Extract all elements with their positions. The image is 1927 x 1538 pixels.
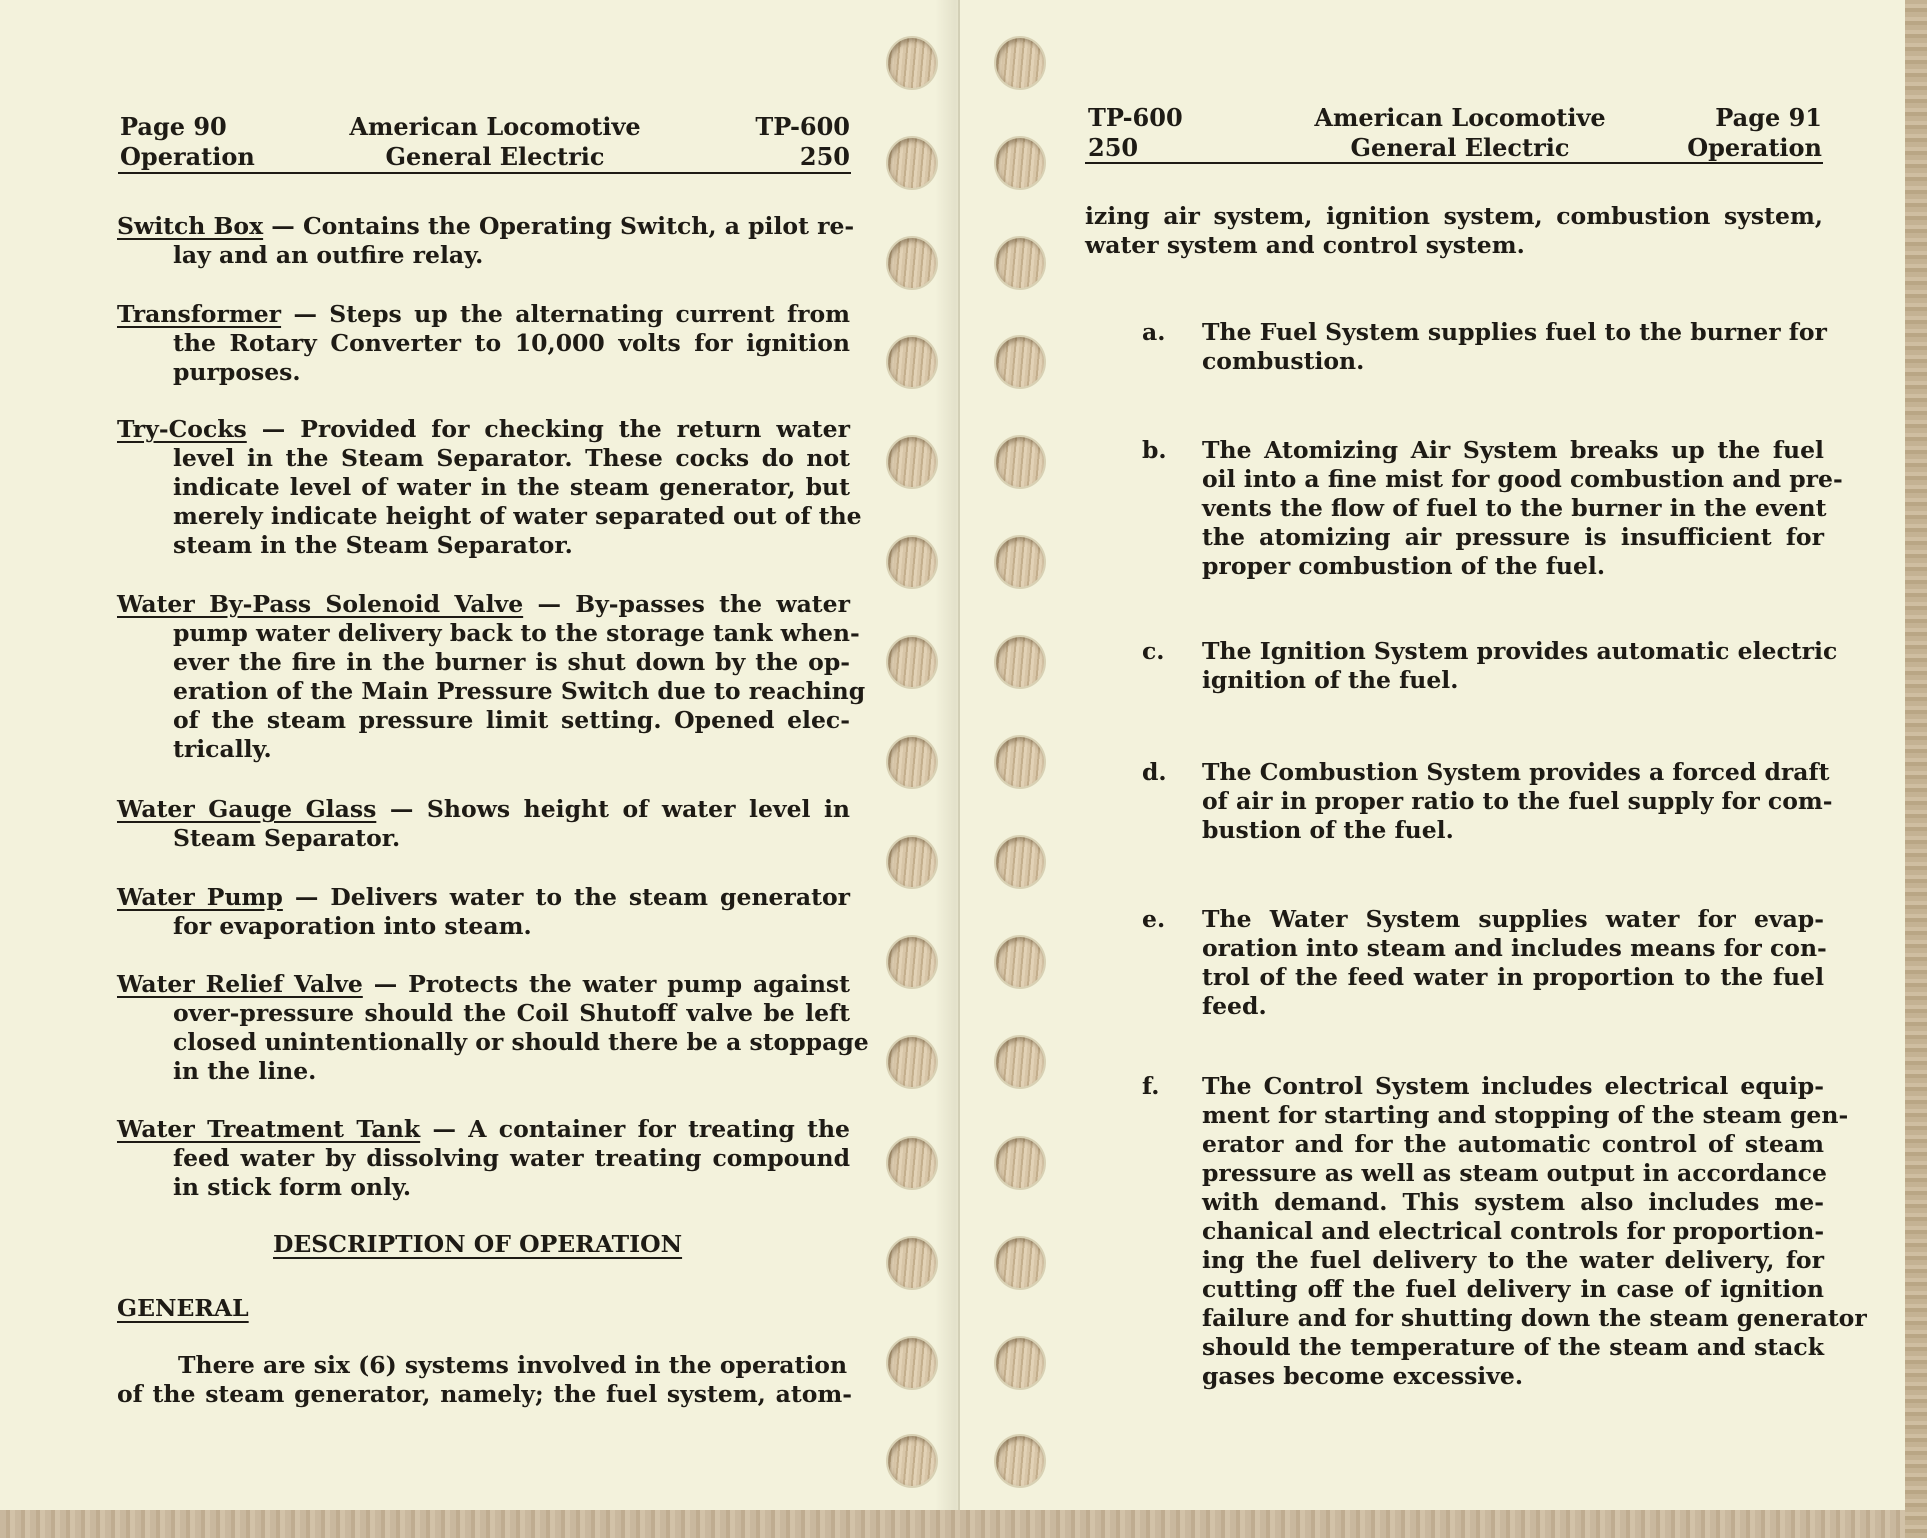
glossary-definition-line: steam in the Steam Separator. xyxy=(173,531,573,559)
glossary-term: Water Pump xyxy=(117,883,283,911)
glossary-entry xyxy=(117,1115,850,1202)
glossary-definition-line: pump water delivery back to the storage tank when- xyxy=(173,619,860,647)
glossary-term: Try-Cocks xyxy=(117,415,247,443)
general-paragraph-line1: There are six (6) systems involved in the operation xyxy=(178,1351,848,1379)
binding-hole xyxy=(888,637,936,687)
glossary-definition-line: eration of the Main Pressure Switch due to reaching xyxy=(173,677,866,705)
right-company-line2: General Electric xyxy=(1350,133,1570,162)
system-item-line: The Fuel System supplies fuel to the burner for xyxy=(1202,318,1827,346)
glossary-entry xyxy=(117,795,850,853)
glossary-definition-start: — Contains the Operating Switch, a pilot re- xyxy=(263,212,855,240)
system-item-line: vents the flow of fuel to the burner in the event xyxy=(1202,494,1827,522)
glossary-entry xyxy=(117,300,850,387)
right-company-line1: American Locomotive xyxy=(1314,103,1606,132)
system-item-line: ing the fuel delivery to the water delivery, for xyxy=(1202,1246,1824,1274)
system-item xyxy=(1142,436,1843,581)
system-item-line: trol of the feed water in proportion to the fuel xyxy=(1202,963,1824,991)
binding-hole xyxy=(996,1338,1044,1388)
glossary-definition-line: Steam Separator. xyxy=(173,824,401,852)
binding-hole xyxy=(996,337,1044,387)
glossary-term: Water Gauge Glass xyxy=(117,795,377,823)
glossary-definition-line: lay and an outfire relay. xyxy=(173,241,484,269)
binding-hole xyxy=(888,1338,936,1388)
glossary-definition-line: level in the Steam Separator. These cocks do not xyxy=(173,444,850,472)
background-edge xyxy=(1905,0,1927,1538)
glossary-definition-line: indicate level of water in the steam generator, but xyxy=(173,473,850,501)
glossary-term: Transformer xyxy=(117,300,282,328)
glossary-term: Water Relief Valve xyxy=(117,970,363,998)
binding-hole xyxy=(996,1138,1044,1188)
right-doc-id: TP-600 xyxy=(1088,103,1183,132)
left-page xyxy=(0,0,955,1510)
system-item xyxy=(1142,1072,1867,1391)
glossary-definition-line: the Rotary Converter to 10,000 volts for ignition xyxy=(173,329,850,357)
binding-hole xyxy=(996,1238,1044,1288)
system-item-line: cutting off the fuel delivery in case of ignition xyxy=(1202,1275,1824,1303)
system-item-line: failure and for shutting down the steam generator xyxy=(1202,1304,1867,1332)
system-item-label: e. xyxy=(1142,905,1166,933)
binding-hole xyxy=(996,1037,1044,1087)
glossary-definition-line: for evaporation into steam. xyxy=(173,912,532,940)
system-item-line: The Atomizing Air System breaks up the fuel xyxy=(1202,436,1824,464)
system-item-line: The Ignition System provides automatic electric xyxy=(1202,637,1838,665)
glossary-definition-line: of the steam pressure limit setting. Opened elec- xyxy=(173,706,850,734)
binding-hole xyxy=(888,437,936,487)
system-item-line: with demand. This system also includes me- xyxy=(1202,1188,1824,1216)
general-paragraph-line2: of the steam generator, namely; the fuel system, atom- xyxy=(117,1380,852,1408)
system-item-line: oration into steam and includes means for con- xyxy=(1202,934,1827,962)
right-page xyxy=(958,0,1927,1510)
glossary-definition-start: — By-passes the water xyxy=(523,590,850,618)
glossary-definition-start: — A container for treating the xyxy=(420,1115,850,1143)
system-item-label: d. xyxy=(1142,758,1167,786)
system-item-line: feed. xyxy=(1202,992,1267,1020)
binding-hole xyxy=(888,937,936,987)
system-item-line: proper combustion of the fuel. xyxy=(1202,552,1606,580)
glossary-definition-line: over-pressure should the Coil Shutoff valve be left xyxy=(173,999,850,1027)
binding-hole xyxy=(996,937,1044,987)
left-doc-id: TP-600 xyxy=(755,112,850,141)
right-page-number: Page 91 xyxy=(1715,103,1822,132)
left-doc-number: 250 xyxy=(799,142,850,171)
background-surface xyxy=(0,1510,1927,1538)
system-item-line: ment for starting and stopping of the steam gen- xyxy=(1202,1101,1849,1129)
right-doc-number: 250 xyxy=(1088,133,1139,162)
glossary-term: Water By-Pass Solenoid Valve xyxy=(117,590,524,618)
glossary-entry xyxy=(117,883,850,941)
system-item-line: oil into a fine mist for good combustion and pre- xyxy=(1202,465,1843,493)
system-item-line: should the temperature of the steam and stack xyxy=(1202,1333,1824,1361)
binding-hole xyxy=(888,1238,936,1288)
binding-hole xyxy=(888,1138,936,1188)
system-item-label: f. xyxy=(1142,1072,1160,1100)
system-item-line: the atomizing air pressure is insufficient for xyxy=(1202,523,1824,551)
binding-hole xyxy=(888,1436,936,1486)
glossary-definition-line: ever the fire in the burner is shut down by the op- xyxy=(173,648,850,676)
system-item-line: combustion. xyxy=(1202,347,1365,375)
glossary-entry xyxy=(117,212,855,270)
system-item xyxy=(1142,318,1827,376)
left-header-rule xyxy=(118,172,851,174)
left-page-number: Page 90 xyxy=(120,112,227,141)
system-item-line: bustion of the fuel. xyxy=(1202,816,1454,844)
binding-hole xyxy=(996,637,1044,687)
right-section-label: Operation xyxy=(1687,133,1822,162)
binding-hole xyxy=(996,138,1044,188)
glossary-term: Switch Box xyxy=(117,212,264,240)
binding-hole xyxy=(888,837,936,887)
right-header-rule xyxy=(1085,162,1823,164)
glossary-definition-line: purposes. xyxy=(173,358,301,386)
glossary-definition-line: in the line. xyxy=(173,1057,317,1085)
glossary-definition-start: — Provided for checking the return water xyxy=(246,415,850,443)
left-company-line1: American Locomotive xyxy=(349,112,641,141)
system-item xyxy=(1142,905,1827,1021)
binding-hole xyxy=(888,537,936,587)
binding-hole xyxy=(996,437,1044,487)
system-item-label: c. xyxy=(1142,637,1165,665)
binding-hole xyxy=(996,837,1044,887)
general-heading: GENERAL xyxy=(117,1294,249,1322)
glossary-term: Water Treatment Tank xyxy=(117,1115,421,1143)
left-company-line2: General Electric xyxy=(385,142,605,171)
system-item-line: chanical and electrical controls for proportion- xyxy=(1202,1217,1825,1245)
glossary-definition-start: — Delivers water to the steam generator xyxy=(282,883,851,911)
binding-hole xyxy=(888,1037,936,1087)
binding-hole xyxy=(996,238,1044,288)
binding-hole xyxy=(996,38,1044,88)
binding-hole xyxy=(996,537,1044,587)
glossary-entry xyxy=(117,415,862,560)
binding-hole xyxy=(888,38,936,88)
system-item-line: The Control System includes electrical equip- xyxy=(1202,1072,1824,1100)
description-of-operation-title: DESCRIPTION OF OPERATION xyxy=(273,1230,683,1258)
glossary-definition-start: — Steps up the alternating current from xyxy=(281,300,850,328)
system-item xyxy=(1142,637,1838,695)
glossary-definition-line: closed unintentionally or should there be a stoppage xyxy=(173,1028,869,1056)
glossary-entry xyxy=(117,590,866,764)
left-section-label: Operation xyxy=(120,142,255,171)
system-item xyxy=(1142,758,1833,845)
binding-hole xyxy=(996,737,1044,787)
system-item-line: pressure as well as steam output in accordance xyxy=(1202,1159,1827,1187)
system-item-line: ignition of the fuel. xyxy=(1202,666,1459,694)
system-item-label: a. xyxy=(1142,318,1166,346)
intro-line1: izing air system, ignition system, combustion system, xyxy=(1085,202,1823,230)
binding-hole xyxy=(996,1436,1044,1486)
glossary-definition-line: in stick form only. xyxy=(173,1173,412,1201)
system-item-line: The Water System supplies water for evap- xyxy=(1202,905,1824,933)
system-item-line: The Combustion System provides a forced draft xyxy=(1202,758,1830,786)
glossary-definition-line: feed water by dissolving water treating compound xyxy=(173,1144,850,1172)
system-item-line: gases become excessive. xyxy=(1202,1362,1524,1390)
glossary-definition-line: merely indicate height of water separated out of the xyxy=(173,502,862,530)
glossary-definition-line: trically. xyxy=(173,735,272,763)
system-item-label: b. xyxy=(1142,436,1167,464)
binding-hole xyxy=(888,337,936,387)
binding-hole xyxy=(888,238,936,288)
system-item-line: of air in proper ratio to the fuel supply for com- xyxy=(1202,787,1833,815)
binding-hole xyxy=(888,737,936,787)
glossary-definition-start: — Shows height of water level in xyxy=(376,795,851,823)
binding-hole xyxy=(888,138,936,188)
intro-line2: water system and control system. xyxy=(1085,231,1525,259)
system-item-line: erator and for the automatic control of steam xyxy=(1202,1130,1824,1158)
glossary-entry xyxy=(117,970,869,1086)
glossary-definition-start: — Protects the water pump against xyxy=(362,970,850,998)
